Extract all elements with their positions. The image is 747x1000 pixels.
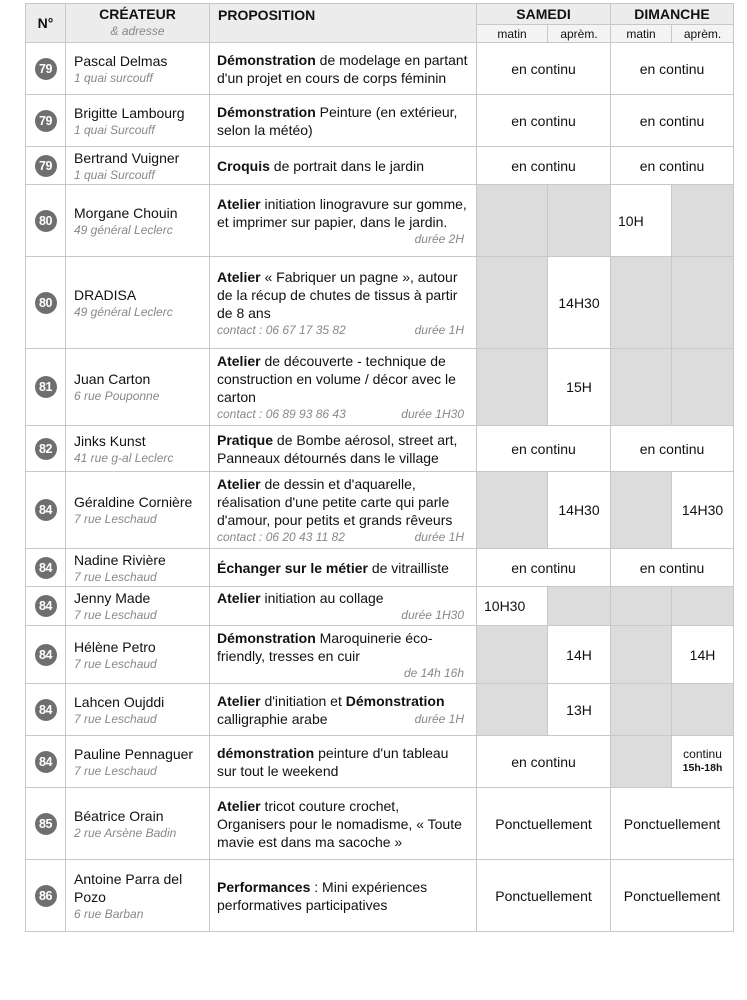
creator-address: 1 quai surcouff xyxy=(74,70,153,85)
header-num: N° xyxy=(26,4,66,43)
place-number-badge: 79 xyxy=(35,110,57,132)
creator-address: 49 général Leclerc xyxy=(74,222,173,237)
samedi-aprem-slot xyxy=(548,587,611,626)
activity-duration: durée 1H xyxy=(414,711,464,726)
samedi-aprem-slot: 14H30 xyxy=(548,472,611,549)
creator-name: Hélène Petro xyxy=(74,638,156,655)
activity-description: de portrait dans le jardin xyxy=(269,157,424,174)
header-dimanche-matin: matin xyxy=(611,25,672,43)
activity-description: de vitrailliste xyxy=(367,559,449,576)
proposition-cell xyxy=(210,95,477,147)
samedi-slot: en continu xyxy=(477,43,611,95)
creator-name: Juan Carton xyxy=(74,371,151,387)
activity-type: Atelier xyxy=(217,797,261,814)
place-number-badge: 84 xyxy=(35,595,57,617)
dimanche-slot: en continu xyxy=(611,43,734,95)
activity-type: Atelier xyxy=(217,692,261,709)
header-samedi-matin: matin xyxy=(477,25,548,43)
place-number-badge: 84 xyxy=(35,557,57,579)
dimanche-matin-slot xyxy=(611,349,672,426)
creator-name: Jenny Made xyxy=(74,590,151,606)
creator-cell xyxy=(66,549,210,587)
table-row xyxy=(26,43,734,95)
samedi-slot: en continu xyxy=(477,95,611,147)
activity-description-secondary: calligraphie arabe xyxy=(217,710,328,727)
samedi-aprem-slot xyxy=(548,185,611,257)
creator-name: Jinks Kunst xyxy=(74,432,146,449)
dimanche-aprem-slot xyxy=(672,349,734,426)
table-row xyxy=(26,549,734,587)
table-row xyxy=(26,736,734,788)
table-row xyxy=(26,860,734,932)
dimanche-aprem-slot xyxy=(672,587,734,626)
activity-type: Échanger sur le métier xyxy=(217,559,368,576)
header-proposition: PROPOSITION xyxy=(210,4,477,43)
activity-description: initiation au collage xyxy=(260,590,384,606)
activity-duration: durée 1H30 xyxy=(401,608,464,622)
table-row xyxy=(26,257,734,349)
creator-address: 7 rue Leschaud xyxy=(74,608,157,622)
place-number-badge: 84 xyxy=(35,499,57,521)
dimanche-matin-slot xyxy=(611,472,672,549)
table-row xyxy=(26,684,734,736)
dimanche-slot: en continu xyxy=(611,549,734,587)
dimanche-aprem-slot: 14H xyxy=(672,626,734,684)
place-number-badge: 84 xyxy=(35,699,57,721)
creator-name: Pauline Pennaguer xyxy=(74,745,194,762)
proposition-cell xyxy=(210,626,477,684)
creator-address: 6 rue Pouponne xyxy=(74,389,160,403)
contact-phone: contact : 06 89 93 86 43 xyxy=(217,407,346,421)
activity-type: Atelier xyxy=(217,353,261,369)
activity-duration: durée 1H xyxy=(414,322,464,337)
table-row xyxy=(26,626,734,684)
creator-name: Morgane Chouin xyxy=(74,204,178,221)
dimanche-slot: en continu xyxy=(611,426,734,472)
creator-address: 41 rue g-al Leclerc xyxy=(74,450,174,465)
proposition-cell xyxy=(210,736,477,788)
proposition-cell xyxy=(210,860,477,932)
creator-name: Géraldine Cornière xyxy=(74,494,193,510)
dimanche-slot: en continu xyxy=(611,95,734,147)
place-number-badge: 80 xyxy=(35,292,57,314)
table-row xyxy=(26,349,734,426)
creator-cell xyxy=(66,147,210,185)
samedi-slot: en continu xyxy=(477,549,611,587)
activity-description: d'initiation et xyxy=(260,692,346,709)
dimanche-matin-slot xyxy=(611,684,672,736)
header-createur xyxy=(66,4,210,43)
dimanche-aprem-slot xyxy=(672,736,734,788)
place-number-badge: 84 xyxy=(35,644,57,666)
activity-description: « Fabriquer un pagne », autour de la récup de chutes de tissus à partir de 8 ans xyxy=(217,268,458,321)
samedi-matin-slot xyxy=(477,472,548,549)
proposition-cell xyxy=(210,788,477,860)
slot-hours-label: 15h-18h xyxy=(682,762,723,774)
samedi-matin-slot xyxy=(477,626,548,684)
activity-type: Performances xyxy=(217,878,311,895)
proposition-cell xyxy=(210,147,477,185)
creator-cell xyxy=(66,788,210,860)
activity-description: tricot couture crochet, Organisers pour le nomadisme, « Toute mavie est dans ma sacoche » xyxy=(217,797,462,850)
activity-duration: durée 1H30 xyxy=(401,407,464,421)
dimanche-aprem-slot xyxy=(672,684,734,736)
activity-type: Démonstration xyxy=(217,629,316,646)
creator-address: 1 quai Surcouff xyxy=(74,167,155,182)
place-number-badge: 81 xyxy=(35,376,57,398)
place-number-badge: 85 xyxy=(35,813,57,835)
activity-duration: durée 2H xyxy=(414,231,464,246)
place-number-badge: 79 xyxy=(35,155,57,177)
proposition-cell xyxy=(210,257,477,349)
creator-address: 7 rue Leschaud xyxy=(74,711,157,726)
creator-address: 7 rue Leschaud xyxy=(74,656,157,671)
table-row xyxy=(26,95,734,147)
table-row xyxy=(26,147,734,185)
creator-address: 7 rue Leschaud xyxy=(74,512,157,526)
creator-cell xyxy=(66,587,210,626)
activity-description: de Bombe aérosol, street art, Panneaux détournés dans le village xyxy=(217,431,458,466)
creator-cell xyxy=(66,426,210,472)
samedi-matin-slot xyxy=(477,257,548,349)
samedi-matin-slot xyxy=(477,349,548,426)
dimanche-matin-slot xyxy=(611,587,672,626)
samedi-slot: Ponctuellement xyxy=(477,788,611,860)
dimanche-slot: Ponctuellement xyxy=(611,788,734,860)
place-number-badge: 80 xyxy=(35,210,57,232)
slot-continu-label: continu xyxy=(683,747,722,761)
place-number-badge: 82 xyxy=(35,438,57,460)
creator-address: 2 rue Arsène Badin xyxy=(74,825,177,840)
creator-address: 7 rue Leschaud xyxy=(74,763,157,778)
creator-cell xyxy=(66,472,210,549)
activity-description: de modelage en partant d'un projet en cours de corps féminin xyxy=(217,51,468,86)
proposition-cell xyxy=(210,43,477,95)
creator-name: Nadine Rivière xyxy=(74,551,166,568)
samedi-aprem-slot: 13H xyxy=(548,684,611,736)
dimanche-slot: Ponctuellement xyxy=(611,860,734,932)
dimanche-matin-slot: 10H xyxy=(611,185,672,257)
activity-description: initiation linogravure sur gomme, et imprimer sur papier, dans le jardin. xyxy=(217,195,467,230)
proposition-cell xyxy=(210,549,477,587)
table-row xyxy=(26,426,734,472)
creator-name: Béatrice Orain xyxy=(74,807,164,824)
activity-type: Atelier xyxy=(217,590,261,606)
activity-duration: durée 1H xyxy=(414,530,464,544)
activity-type: Atelier xyxy=(217,195,261,212)
activity-description: Maroquinerie éco-friendly, tresses en cuir xyxy=(217,629,433,664)
samedi-matin-slot: 10H30 xyxy=(477,587,548,626)
proposition-cell xyxy=(210,472,477,549)
place-number-badge: 79 xyxy=(35,58,57,80)
place-number-badge: 84 xyxy=(35,751,57,773)
dimanche-matin-slot xyxy=(611,257,672,349)
creator-name: Bertrand Vuigner xyxy=(74,149,180,166)
samedi-aprem-slot: 15H xyxy=(548,349,611,426)
samedi-aprem-slot: 14H30 xyxy=(548,257,611,349)
dimanche-matin-slot xyxy=(611,626,672,684)
proposition-cell xyxy=(210,587,477,626)
activity-type: Atelier xyxy=(217,268,261,285)
activity-description: de dessin et d'aquarelle, réalisation d'une petite carte qui parle d'amour, pour petits et grands rêveurs xyxy=(217,476,453,528)
samedi-slot: en continu xyxy=(477,426,611,472)
header-dimanche: DIMANCHE xyxy=(611,4,734,25)
creator-cell xyxy=(66,626,210,684)
dimanche-aprem-slot: 14H30 xyxy=(672,472,734,549)
creator-cell xyxy=(66,257,210,349)
creator-address: 7 rue Leschaud xyxy=(74,569,157,584)
samedi-slot: Ponctuellement xyxy=(477,860,611,932)
samedi-slot: en continu xyxy=(477,147,611,185)
activity-description: : Mini expériences performatives participatives xyxy=(217,878,428,913)
activity-description: peinture d'un tableau sur tout le weekend xyxy=(217,744,449,779)
activity-type-secondary: Démonstration xyxy=(345,692,445,709)
contact-phone: contact : 06 67 17 35 82 xyxy=(217,322,346,337)
creator-address: 49 général Leclerc xyxy=(74,304,173,319)
contact-phone: contact : 06 20 43 11 82 xyxy=(217,530,345,544)
header-dimanche-aprem: aprèm. xyxy=(672,25,734,43)
proposition-cell xyxy=(210,185,477,257)
activity-hours: de 14h 16h xyxy=(403,665,464,680)
creator-cell xyxy=(66,860,210,932)
creator-name: Antoine Parra del Pozo xyxy=(74,870,183,905)
proposition-cell xyxy=(210,426,477,472)
proposition-cell xyxy=(210,349,477,426)
activity-description: Peinture (en extérieur, selon la météo) xyxy=(217,103,458,138)
samedi-matin-slot xyxy=(477,185,548,257)
dimanche-matin-slot xyxy=(611,736,672,788)
creator-name: Pascal Delmas xyxy=(74,52,168,69)
header-samedi: SAMEDI xyxy=(477,4,611,25)
creator-cell xyxy=(66,736,210,788)
activity-type: Pratique xyxy=(217,431,274,448)
table-row xyxy=(26,472,734,549)
dimanche-aprem-slot xyxy=(672,185,734,257)
activity-description: de découverte - technique de construction en volume / décor avec le carton xyxy=(217,353,456,405)
table-row xyxy=(26,185,734,257)
dimanche-aprem-slot xyxy=(672,257,734,349)
activity-type: démonstration xyxy=(217,744,315,761)
header-samedi-aprem: aprèm. xyxy=(548,25,611,43)
table-row xyxy=(26,788,734,860)
table-row xyxy=(26,587,734,626)
creator-name: Brigitte Lambourg xyxy=(74,104,185,121)
creator-cell xyxy=(66,43,210,95)
creator-cell xyxy=(66,95,210,147)
header-createur-label: CRÉATEUR xyxy=(99,6,176,22)
dimanche-slot: en continu xyxy=(611,147,734,185)
activity-type: Démonstration xyxy=(217,51,316,68)
samedi-matin-slot xyxy=(477,684,548,736)
proposition-cell xyxy=(210,684,477,736)
creator-name: DRADISA xyxy=(74,286,137,303)
samedi-slot: en continu xyxy=(477,736,611,788)
header-adresse-label: & adresse xyxy=(110,24,165,38)
activity-type: Atelier xyxy=(217,476,261,492)
creator-name: Lahcen Oujddi xyxy=(74,693,165,710)
creator-cell xyxy=(66,185,210,257)
place-number-badge: 86 xyxy=(35,885,57,907)
creator-cell xyxy=(66,684,210,736)
activity-type: Croquis xyxy=(217,157,270,174)
activity-type: Démonstration xyxy=(217,103,316,120)
creator-cell xyxy=(66,349,210,426)
creator-address: 6 rue Barban xyxy=(74,906,144,921)
creator-address: 1 quai Surcouff xyxy=(74,122,155,137)
samedi-aprem-slot: 14H xyxy=(548,626,611,684)
program-table xyxy=(25,3,734,932)
